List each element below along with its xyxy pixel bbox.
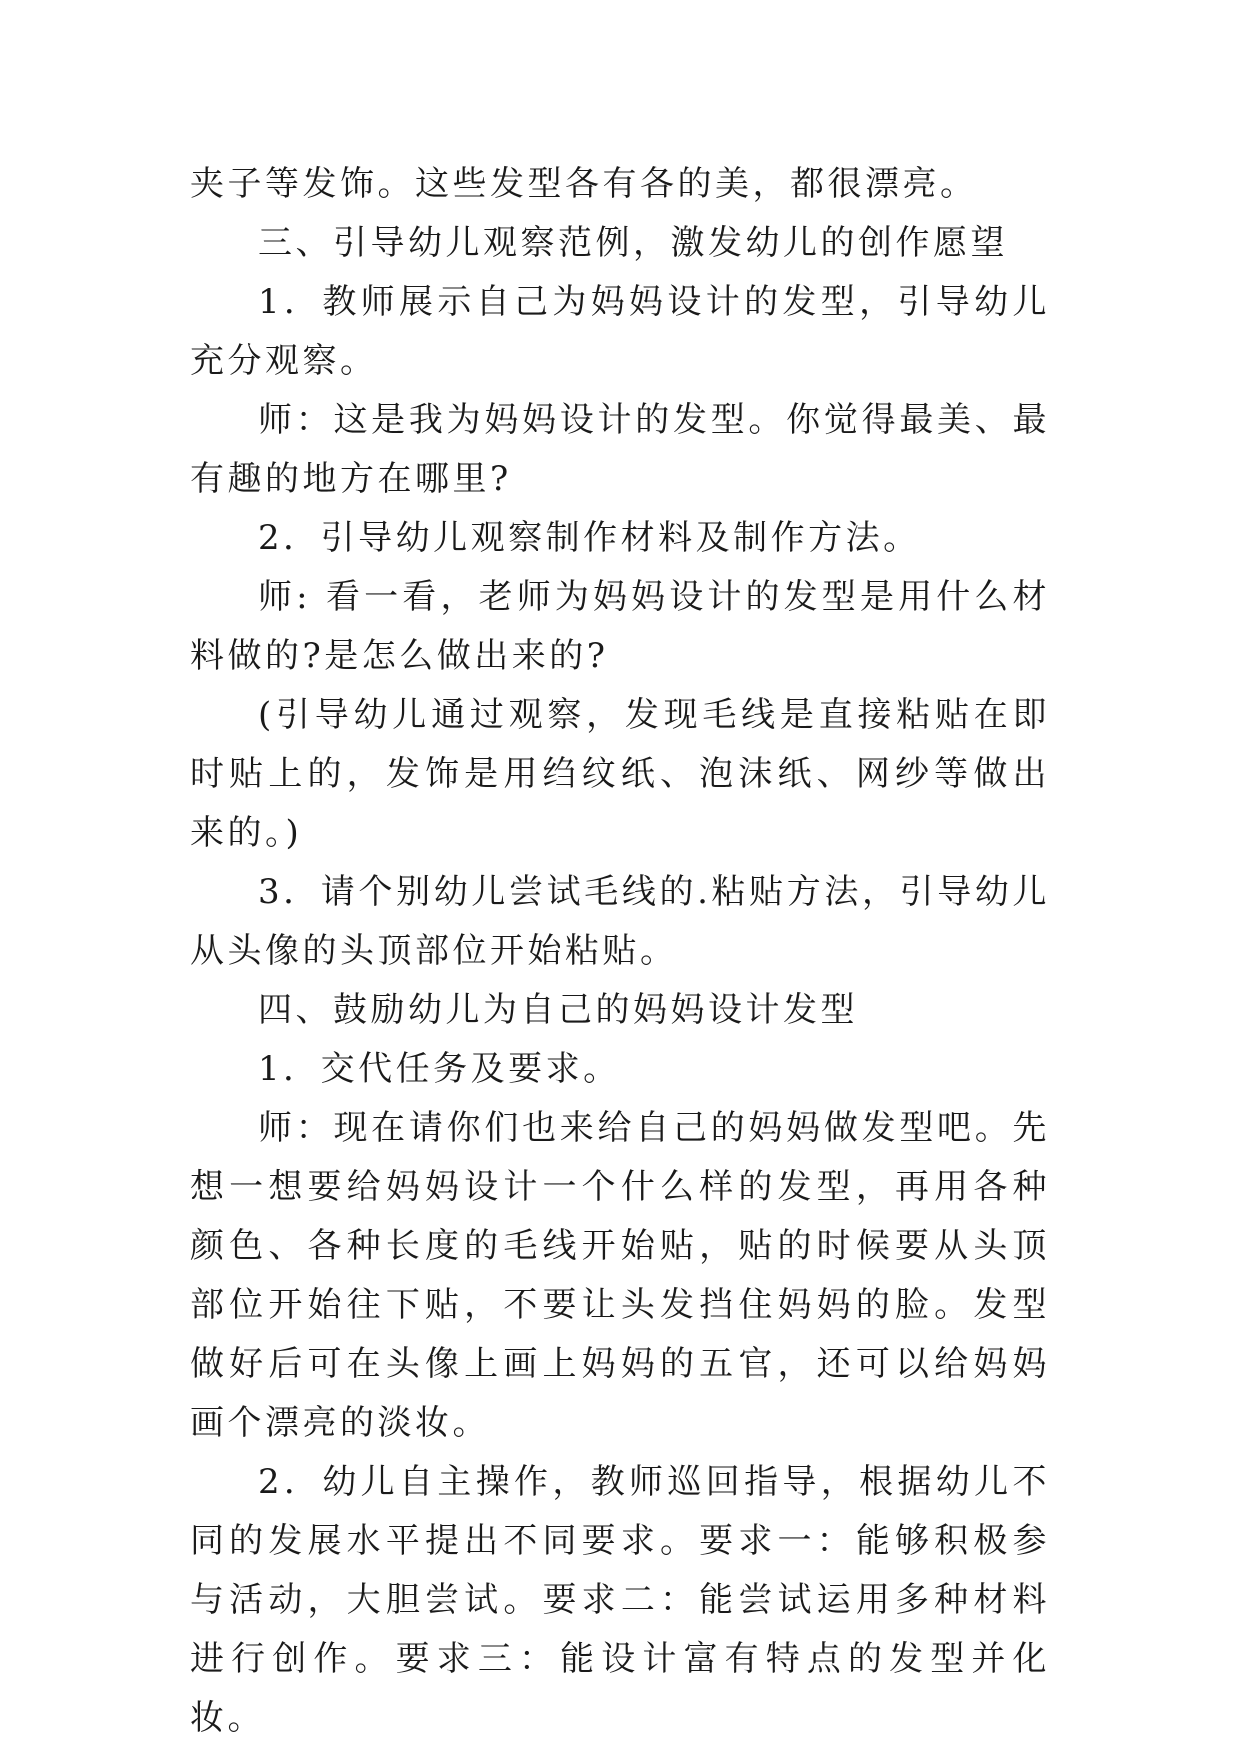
paragraph: 师: 看一看，老师为妈妈设计的发型是用什么材料做的?是怎么做出来的? bbox=[190, 577, 1050, 676]
paragraph: 师：现在请你们也来给自己的妈妈做发型吧。先想一想要给妈妈设计一个什么样的发型，再用各种颜色、各种长度的毛线开始贴，贴的时候要从头顶部位开始往下贴，不要让头发挡住妈妈的脸。发型做好后可在头像上画上妈妈的五官，还可以给妈妈画个漂亮的淡妆。 bbox=[190, 1108, 1050, 1443]
paragraph: 夹子等发饰。这些发型各有各的美，都很漂亮。 bbox=[190, 164, 978, 204]
section-heading-4: 四、鼓励幼儿为自己的妈妈设计发型 bbox=[258, 990, 858, 1030]
paragraph: (引导幼儿通过观察，发现毛线是直接粘贴在即时贴上的，发饰是用绉纹纸、泡沫纸、网纱等做出来的。) bbox=[190, 695, 1050, 853]
paragraph: 2．幼儿自主操作，教师巡回指导，根据幼儿不同的发展水平提出不同要求。要求一：能够积极参与活动，大胆尝试。要求二：能尝试运用多种材料进行创作。要求三：能设计富有特点的发型并化妆。 bbox=[190, 1462, 1050, 1738]
paragraph: 3．请个别幼儿尝试毛线的.粘贴方法，引导幼儿从头像的头顶部位开始粘贴。 bbox=[190, 872, 1050, 971]
paragraph: 师：这是我为妈妈设计的发型。你觉得最美、最有趣的地方在哪里? bbox=[190, 400, 1050, 499]
paragraph: 1．教师展示自己为妈妈设计的发型，引导幼儿充分观察。 bbox=[190, 282, 1050, 381]
section-heading-3: 三、引导幼儿观察范例，激发幼儿的创作愿望 bbox=[258, 223, 1008, 263]
paragraph: 1．交代任务及要求。 bbox=[258, 1049, 621, 1089]
paragraph: 2．引导幼儿观察制作材料及制作方法。 bbox=[258, 518, 921, 558]
document-body bbox=[190, 155, 1050, 1748]
